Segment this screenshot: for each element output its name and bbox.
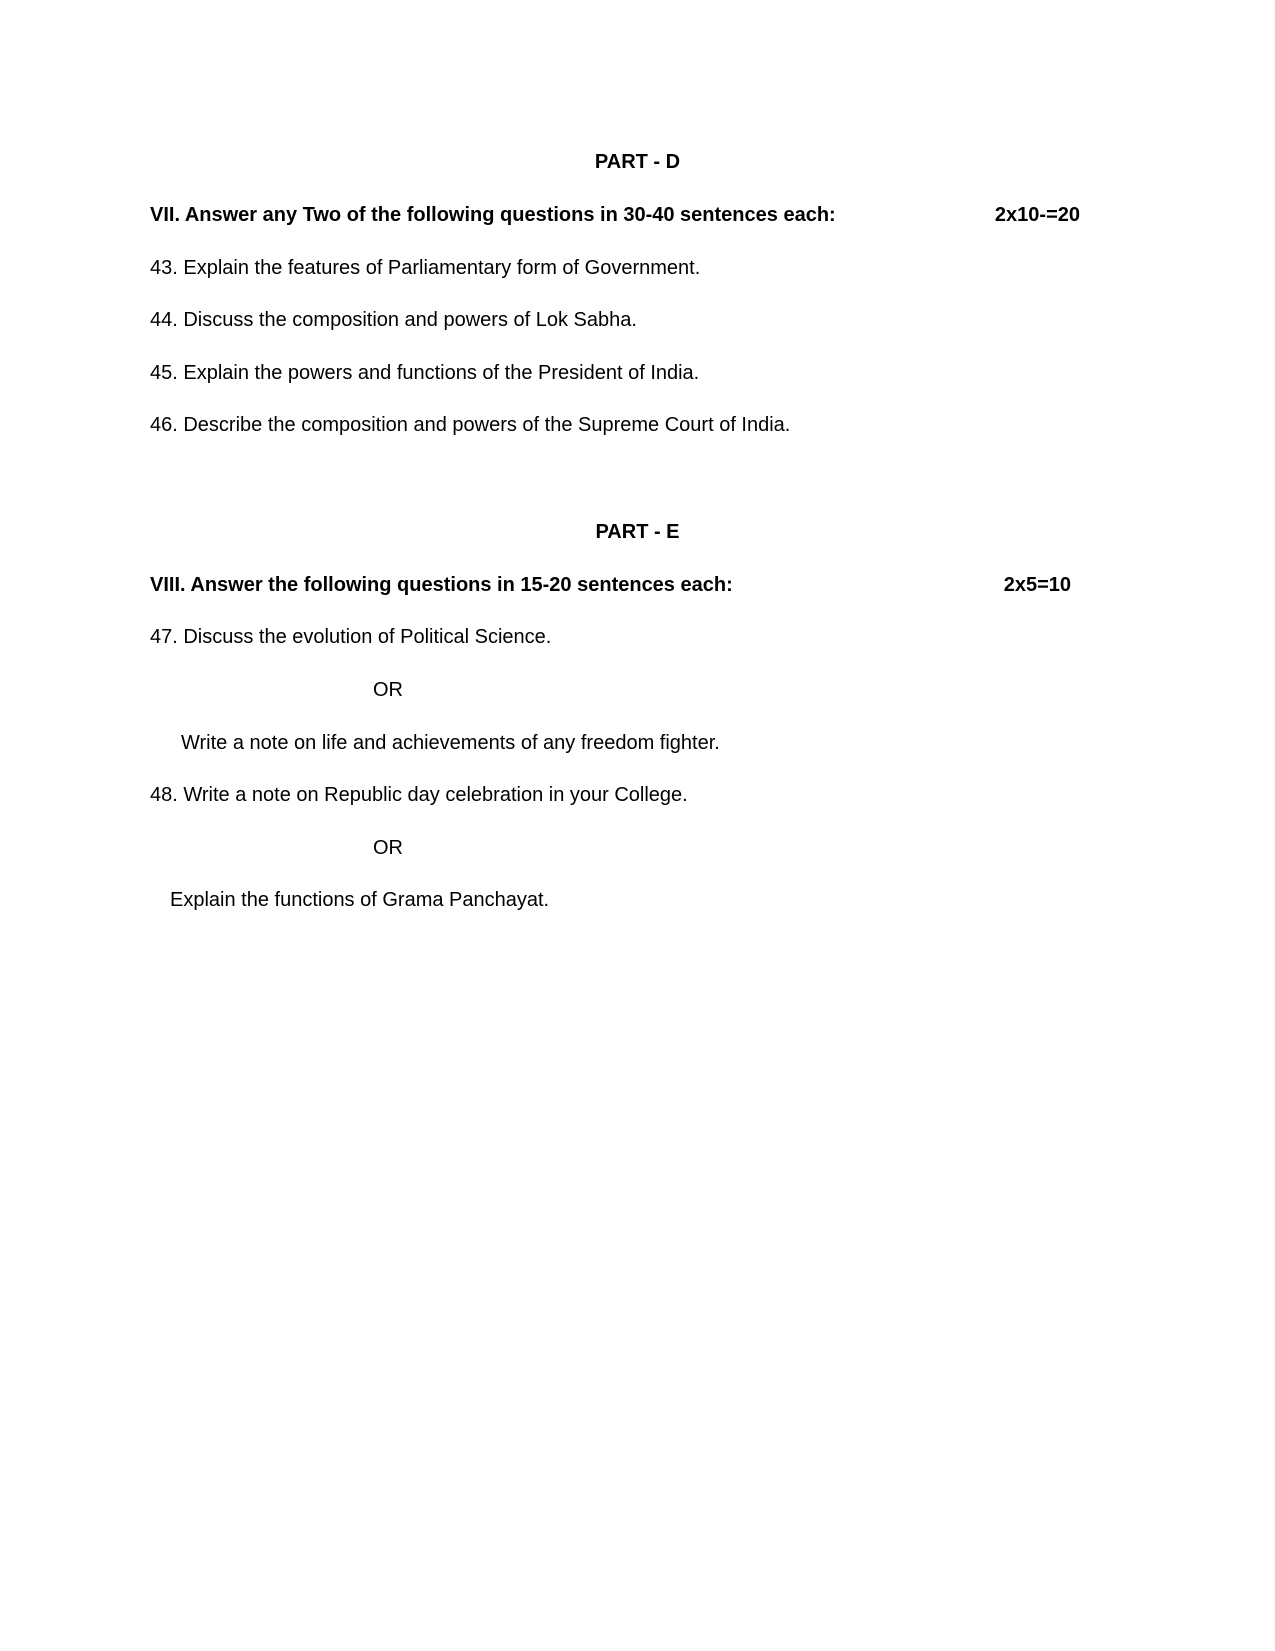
question-47-alternative: Write a note on life and achievements of any freedom fighter.	[181, 732, 720, 754]
question-46: 46. Describe the composition and powers of the Supreme Court of India.	[150, 414, 791, 436]
part-e-title: PART - E	[595, 521, 680, 543]
or-divider-48: OR	[373, 837, 403, 859]
part-d-title: PART - D	[594, 151, 681, 173]
part-d-marks: 2x10-=20	[994, 204, 1080, 226]
part-e-instruction: VIII. Answer the following questions in 15-20 sentences each:	[150, 574, 733, 596]
part-d-instruction: VII. Answer any Two of the following questions in 30-40 sentences each:	[150, 204, 836, 226]
question-45: 45. Explain the powers and functions of the President of India.	[150, 362, 700, 384]
question-44: 44. Discuss the composition and powers of Lok Sabha.	[150, 309, 637, 331]
question-48: 48. Write a note on Republic day celebration in your College.	[150, 784, 688, 806]
or-divider-47: OR	[373, 679, 403, 701]
question-48-alternative: Explain the functions of Grama Panchayat.	[170, 889, 550, 911]
question-43: 43. Explain the features of Parliamentary form of Government.	[150, 257, 701, 279]
part-e-marks: 2x5=10	[1003, 574, 1071, 596]
question-47: 47. Discuss the evolution of Political Science.	[150, 626, 552, 648]
